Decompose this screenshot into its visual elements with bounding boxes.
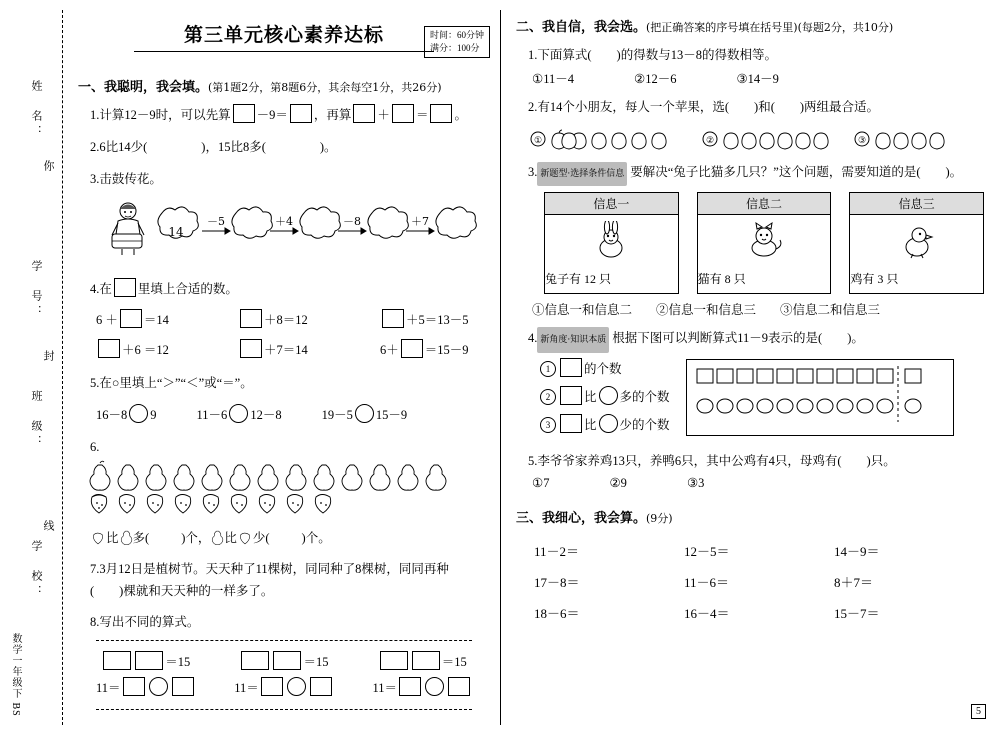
- fold-word-3: 线: [42, 520, 54, 534]
- calc-column-3: [834, 536, 984, 629]
- eq-cell[interactable]: ＋7＝14: [238, 337, 346, 363]
- q2-3-body: 要解决“兔子比猫多几只？”这个问题，需要知道的是( )。: [630, 165, 963, 179]
- q1-2: [90, 135, 490, 159]
- new-angle-badge: 新角度·知识本质: [537, 327, 609, 353]
- q2-4-body: 根据下图可以判断算式11－9表示的是( )。: [612, 331, 864, 345]
- answer-box[interactable]: [273, 651, 301, 670]
- answer-box[interactable]: [120, 309, 142, 328]
- left-dashed-divider: [62, 10, 63, 725]
- q1-6-a: 比: [106, 531, 119, 545]
- calc-item[interactable]: 15－7＝: [834, 606, 880, 621]
- section-3-title: 三、我细心，我会算。: [516, 511, 647, 526]
- eq-cell[interactable]: ＋5＝13－5: [380, 307, 488, 333]
- page-title: 第三单元核心素养达标: [183, 24, 384, 46]
- answer-box[interactable]: [412, 651, 440, 670]
- option[interactable]: 2 比 多的个数: [540, 383, 670, 411]
- answer-box[interactable]: [172, 677, 194, 696]
- side-label-class: 班 级：: [30, 390, 42, 450]
- option-marker: 2: [540, 389, 556, 405]
- answer-circle[interactable]: [425, 677, 444, 696]
- answer-box[interactable]: [240, 339, 262, 358]
- eq-cell[interactable]: 6 ＋ ＝14: [96, 307, 204, 333]
- center-divider: [500, 10, 501, 725]
- q1-7: [90, 558, 490, 602]
- option[interactable]: ②信息一和信息三: [656, 303, 757, 317]
- q2-3-cards: [544, 192, 984, 294]
- square-icon: [560, 358, 582, 377]
- apple-group-3[interactable]: [854, 125, 954, 153]
- section-2-note: (把正确答案的序号填在括号里)(每题2分，共10分): [646, 21, 894, 34]
- strawberry-row: [91, 495, 330, 514]
- option[interactable]: 3 比 少的个数: [540, 411, 670, 439]
- apple-group-2-icons: [702, 125, 832, 153]
- q1-5-items: [96, 403, 490, 427]
- svg-text:①: ①: [533, 135, 543, 145]
- section-2-heading: [516, 16, 984, 35]
- pear-row: [90, 461, 446, 490]
- square-icon: [560, 386, 582, 405]
- info-card-1-caption: 兔子有 12 只: [545, 272, 612, 286]
- q1-6-b: 多(: [132, 531, 150, 545]
- cmp-item[interactable]: 11－6 12－8: [197, 403, 282, 427]
- side-label-id: 学 号：: [30, 260, 42, 320]
- q1-5-title: 5.在○里填上“＞”“＜”或“＝”。: [90, 376, 253, 390]
- q2-2-text: 2.有14个小朋友，每人一个苹果，选( )和( )两组最合适。: [528, 100, 880, 114]
- q2-4-options: [540, 355, 670, 439]
- info-card-3[interactable]: [849, 192, 984, 294]
- q2-4-text: 4. 新角度·知识本质 根据下图可以判断算式11－9表示的是( )。: [528, 326, 984, 353]
- q1-4-grid: [96, 307, 490, 363]
- step-label-2: ＋4: [275, 215, 293, 228]
- q1-6-picture: [78, 459, 490, 526]
- q1-1-text-e: ＝: [415, 108, 429, 122]
- calc-item[interactable]: 16－4＝: [684, 606, 730, 621]
- answer-box[interactable]: [261, 677, 283, 696]
- calc-column-2: [684, 536, 834, 629]
- girl-drummer-icon: [112, 203, 144, 255]
- pear-icon: [210, 529, 224, 545]
- page-number: 5: [971, 704, 986, 719]
- q1-3-title: 3.击鼓传花。: [90, 172, 162, 186]
- score-info: 满分：100分: [429, 43, 480, 53]
- section-3-note: (9分): [646, 512, 673, 525]
- eq-cell[interactable]: ＋8＝12: [238, 307, 346, 333]
- time-info: 时间：60分钟: [429, 30, 484, 40]
- q1-6-text: [90, 526, 490, 550]
- answer-box[interactable]: [240, 309, 262, 328]
- eq-cell[interactable]: ＋6 ＝12: [96, 337, 204, 363]
- fold-word-1: 你: [42, 160, 54, 174]
- q1-4-title: [90, 277, 490, 301]
- q1-2-text-b: )，15比8多(: [201, 140, 266, 154]
- shape-compare-diagram: [695, 366, 929, 424]
- answer-box[interactable]: [399, 677, 421, 696]
- info-card-1[interactable]: [544, 192, 679, 294]
- calc-item[interactable]: 12－5＝: [684, 544, 730, 559]
- step-label-4: ＋7: [411, 215, 429, 228]
- section-3-heading: [516, 507, 984, 526]
- calc-item[interactable]: 14－9＝: [834, 544, 880, 559]
- answer-box[interactable]: [430, 104, 452, 123]
- q1-1: [90, 103, 490, 127]
- option-marker: 1: [540, 361, 556, 377]
- q1-2-text-c: )。: [319, 140, 337, 154]
- q1-2-text-a: 2.6比14少(: [90, 140, 148, 154]
- answer-box[interactable]: [233, 104, 255, 123]
- q1-1-text-b: －9＝: [256, 108, 288, 122]
- answer-box[interactable]: [123, 677, 145, 696]
- svg-text:②: ②: [705, 135, 715, 145]
- answer-box[interactable]: [448, 677, 470, 696]
- info-card-1-head: 信息一: [545, 193, 678, 215]
- answer-box[interactable]: [103, 651, 131, 670]
- cmp-item[interactable]: 16－8 9: [96, 403, 157, 427]
- q1-4-row-2: [96, 337, 490, 363]
- svg-text:③: ③: [857, 135, 867, 145]
- calc-item[interactable]: 17－8＝: [534, 575, 580, 590]
- q1-4-text-a: 4.在: [90, 282, 112, 296]
- calc-item[interactable]: 11－2＝: [534, 544, 580, 559]
- answer-box[interactable]: [135, 651, 163, 670]
- chain-start-node: [158, 207, 198, 239]
- title-underline: [134, 51, 434, 52]
- q1-1-text-f: 。: [454, 108, 467, 122]
- q1-8-title: 8.写出不同的算式。: [90, 615, 200, 629]
- square-icon: [560, 414, 582, 433]
- q1-6-f: )个。: [301, 531, 331, 545]
- book-corner-tag: 数学一年级下 BS: [10, 633, 21, 717]
- answer-circle[interactable]: [129, 404, 148, 423]
- fruit-rows-diagram: [78, 459, 478, 521]
- rabbit-icon: [545, 215, 678, 270]
- answer-circle[interactable]: [229, 404, 248, 423]
- section-1-note: (第1题2分，第8题6分，其余每空1分，共26分): [208, 81, 442, 94]
- svg-text:14: 14: [168, 225, 184, 239]
- circle-icon: [599, 414, 618, 433]
- info-card-3-caption: 鸡有 3 只: [850, 272, 899, 286]
- calc-item[interactable]: 11－6＝: [684, 575, 730, 590]
- step-label-1: －5: [207, 215, 225, 228]
- formula-cell[interactable]: ＝15 11＝: [234, 649, 334, 701]
- answer-box[interactable]: [310, 677, 332, 696]
- circle-icon: [599, 386, 618, 405]
- section-1-title: 一、我聪明，我会填。: [78, 80, 209, 95]
- right-column: [516, 14, 984, 629]
- cmp-item[interactable]: 19－5 15－9: [322, 403, 408, 427]
- answer-box[interactable]: [241, 651, 269, 670]
- section-3-grid: [534, 536, 984, 629]
- option[interactable]: ③14－9: [736, 72, 779, 86]
- time-score-box: [424, 26, 490, 58]
- side-label-group: [20, 60, 60, 680]
- q1-4-row-1: [96, 307, 490, 333]
- option[interactable]: 1 的个数: [540, 355, 670, 383]
- section-2-title: 二、我自信，我会选。: [516, 20, 647, 35]
- option[interactable]: ①信息一和信息二: [532, 303, 633, 317]
- info-card-2-head: 信息二: [698, 193, 831, 215]
- answer-circle[interactable]: [355, 404, 374, 423]
- eq-cell[interactable]: 6＋ ＝15－9: [380, 337, 488, 363]
- blank-box-icon: [114, 278, 136, 297]
- answer-box[interactable]: [401, 339, 423, 358]
- answer-circle[interactable]: [287, 677, 306, 696]
- q2-4-content: [540, 355, 984, 439]
- answer-box[interactable]: [380, 651, 408, 670]
- formula-cell[interactable]: ＝15 11＝: [372, 649, 472, 701]
- q1-6-e: 少(: [252, 531, 270, 545]
- q2-3-options: [532, 300, 984, 318]
- formula-cell[interactable]: ＝15 11＝: [96, 649, 196, 701]
- q2-5-text: 5.李爷爷家养鸡13只，养鸭6只，其中公鸡有4只，母鸡有( )只。: [528, 454, 896, 468]
- q1-8-grid: [96, 640, 472, 710]
- step-label-3: －8: [343, 215, 361, 228]
- info-card-2-caption: 猫有 8 只: [697, 272, 746, 286]
- answer-circle[interactable]: [149, 677, 168, 696]
- info-card-2[interactable]: [697, 192, 832, 294]
- q1-4-text-b: 里填上合适的数。: [137, 282, 238, 296]
- calc-item[interactable]: 8＋7＝: [834, 575, 874, 590]
- fold-word-2: 封: [42, 350, 54, 364]
- q2-4-diagram: [686, 359, 954, 436]
- answer-box[interactable]: [392, 104, 414, 123]
- option[interactable]: ③3: [686, 476, 705, 490]
- q1-6-c: )个，: [181, 531, 211, 545]
- flower-chain-diagram: [104, 195, 504, 269]
- info-card-3-head: 信息三: [850, 193, 983, 215]
- option[interactable]: ③信息二和信息三: [780, 303, 881, 317]
- answer-box[interactable]: [353, 104, 375, 123]
- new-type-badge: 新题型·选择条件信息: [537, 162, 627, 186]
- answer-box[interactable]: [290, 104, 312, 123]
- answer-box[interactable]: [382, 309, 404, 328]
- q1-1-text-a: 1.计算12－9时，可以先算: [90, 108, 231, 122]
- pear-icon: [119, 529, 133, 545]
- cat-icon: [698, 215, 831, 270]
- q1-7-line-1: 7.3月12日是植树节。天天种了11棵树，同同种了8棵树，同同再种: [90, 562, 449, 576]
- q1-6-title: 6.: [90, 440, 100, 454]
- q2-1-text: 1.下面算式( )的得数与13－8的得数相等。: [528, 48, 777, 62]
- option[interactable]: ②12－6: [634, 72, 677, 86]
- q1-1-text-d: ＋: [377, 108, 390, 122]
- q1-6-d: 比: [224, 531, 237, 545]
- side-label-name: 姓 名：: [30, 80, 42, 140]
- chick-icon: [850, 215, 983, 270]
- left-column: [78, 14, 490, 710]
- side-label-school: 学 校：: [30, 540, 42, 600]
- strawberry-icon: [90, 531, 106, 545]
- q2-1-options: [532, 69, 984, 87]
- apple-group-3-icons: [854, 125, 954, 153]
- answer-box[interactable]: [98, 339, 120, 358]
- q2-3-text: 3. 新题型·选择条件信息 要解决“兔子比猫多几只？”这个问题，需要知道的是( )。: [528, 161, 984, 186]
- apple-group-1-icons: [530, 125, 680, 153]
- option-marker: 3: [540, 417, 556, 433]
- calc-item[interactable]: 18－6＝: [534, 606, 580, 621]
- section-1-heading: [78, 76, 490, 95]
- option[interactable]: ②9: [609, 476, 627, 490]
- q1-7-line-2: ( )棵就和天天种的一样多了。: [90, 584, 274, 598]
- option[interactable]: ①7: [532, 476, 550, 490]
- strawberry-icon: [237, 531, 253, 545]
- q2-2-apple-groups: [530, 125, 984, 153]
- q1-1-text-c: ，再算: [313, 108, 352, 122]
- apple-group-2[interactable]: [702, 125, 832, 153]
- option[interactable]: ①11－4: [532, 72, 574, 86]
- q1-3-flower-chain: [104, 195, 490, 269]
- calc-column-1: [534, 536, 684, 629]
- q2-5-options: [532, 475, 984, 491]
- apple-group-1[interactable]: [530, 125, 680, 153]
